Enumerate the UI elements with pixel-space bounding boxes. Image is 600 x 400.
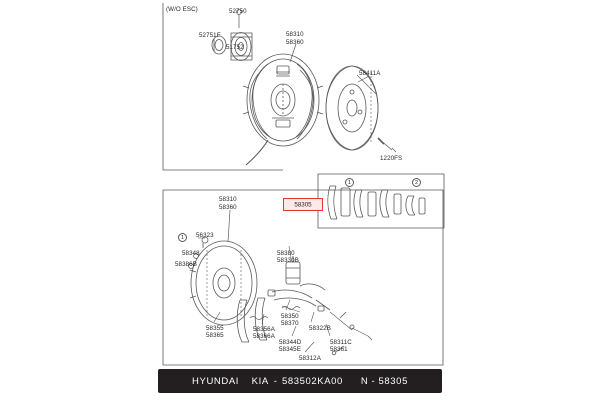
label-58355: 58355 — [206, 325, 224, 332]
label-58348: 58348 — [182, 250, 200, 257]
footer-part-number: 583502KA00 — [281, 375, 343, 387]
footer-brand-kia: KIA — [251, 375, 269, 387]
footer-part-plate — [158, 369, 442, 393]
callout-2: 2 — [412, 178, 421, 187]
footer-separator-1: - — [273, 375, 277, 387]
footer-group-number: N - 58305 — [360, 375, 408, 387]
label-1220FS: 1220FS — [380, 155, 403, 162]
footer-space-1 — [239, 376, 252, 387]
label-58365: 58365 — [206, 332, 224, 339]
label-58380: 58380 — [277, 250, 295, 257]
label-52751F: 52751F — [199, 32, 221, 39]
label-58411A: 58411A — [359, 70, 381, 77]
label-58310-top: 58310 — [286, 31, 304, 38]
label-58350: 58350 — [281, 313, 299, 320]
label-58344D: 58344D — [279, 339, 302, 346]
label-58360-top: 58360 — [286, 39, 304, 46]
footer-space-2 — [343, 376, 361, 387]
note-without-esc: (W/O ESC) — [166, 6, 198, 13]
highlighted-part-label: 58305 — [294, 201, 312, 208]
highlighted-part-58305[interactable] — [283, 198, 323, 211]
label-58330B: 58330B — [277, 257, 299, 264]
label-58356A: 58356A — [253, 326, 275, 333]
callout-1: 1 — [345, 178, 354, 187]
label-58370: 58370 — [281, 320, 299, 327]
label-58310-bottom: 58310 — [219, 196, 237, 203]
label-58366A: 58366A — [253, 333, 275, 340]
label-58312A: 58312A — [299, 355, 321, 362]
label-58386B: 58386B — [175, 261, 197, 268]
label-52750: 52750 — [229, 8, 247, 15]
footer-brand-hyundai: HYUNDAI — [192, 375, 240, 387]
label-58322B: 58322B — [309, 325, 331, 332]
label-58345E: 58345E — [279, 346, 301, 353]
label-58360-bottom: 58360 — [219, 204, 237, 211]
label-58361: 58361 — [330, 346, 348, 353]
callout-bottom-1: 1 — [178, 233, 187, 242]
label-51752: 51752 — [226, 44, 244, 51]
label-56323: 56323 — [196, 232, 214, 239]
label-58311C: 58311C — [330, 339, 352, 346]
